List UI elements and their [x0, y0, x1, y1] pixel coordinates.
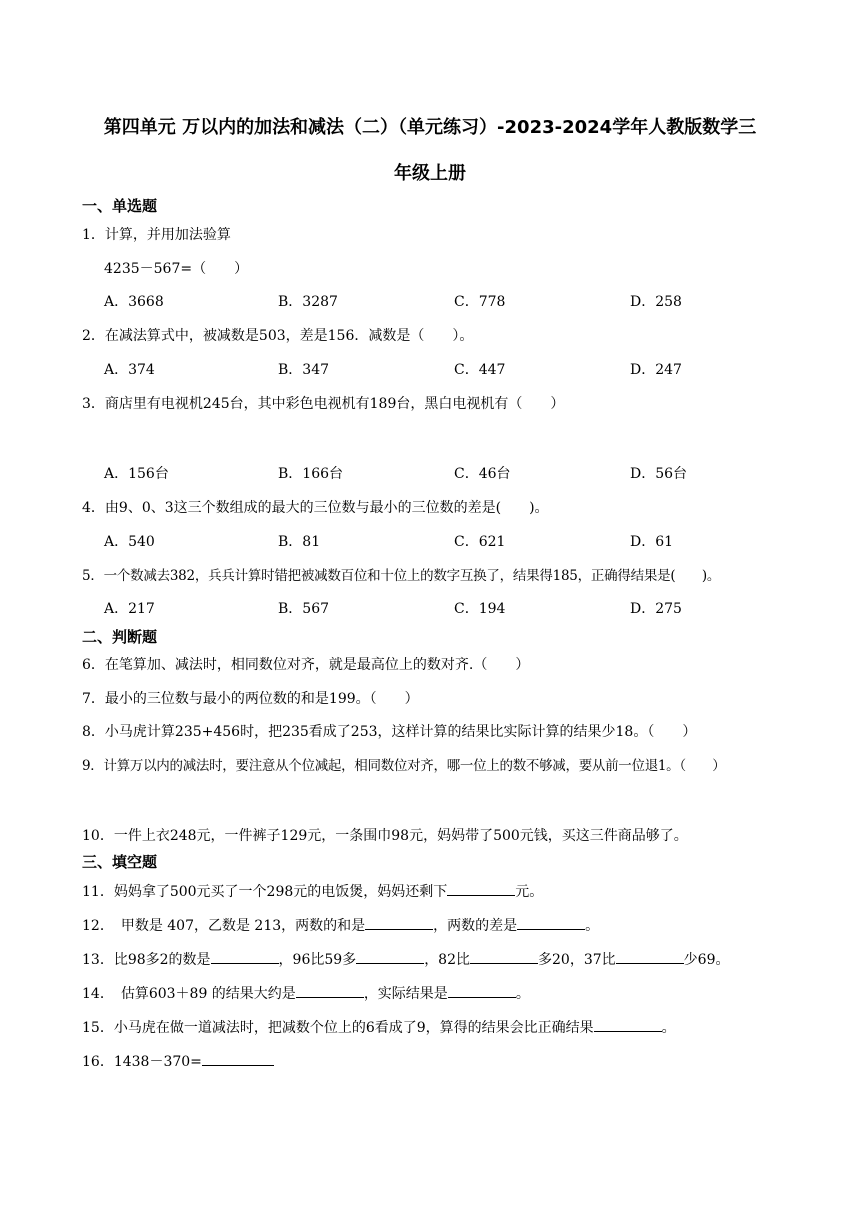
question-15-text-1: 15．小马虎在做一道减法时，把减数个位上的6看成了9，算得的结果会比正确结果 [82, 1020, 594, 1036]
question-12-text-1: 12． 甲数是 407，乙数是 213，两数的和是 [82, 918, 366, 934]
question-12-text-3: 。 [585, 918, 600, 934]
question-11-text: 11．妈妈拿了500元买了一个298元的电饭煲，妈妈还剩下 [82, 884, 448, 900]
question-1-option-d[interactable]: D．258 [630, 294, 682, 310]
question-1-expression: 4235－567=（ ） [104, 261, 249, 277]
question-6: 6．在笔算加、减法时，相同数位对齐，就是最高位上的数对齐.（ ） [82, 657, 530, 673]
question-10: 10．一件上衣248元，一件裤子129元，一条围巾98元，妈妈带了500元钱，买这三件商品够了。 [82, 828, 688, 844]
section-heading-single-choice: 一、单选题 [82, 197, 158, 215]
question-14-text-2: ，实际结果是 [363, 986, 448, 1002]
question-16 [82, 1051, 274, 1072]
question-13-text-2: ，96比59多 [278, 952, 357, 968]
question-15-text-2: 。 [661, 1020, 676, 1036]
question-11-unit: 元。 [515, 884, 544, 900]
question-3-option-c[interactable]: C．46台 [454, 466, 511, 482]
question-13 [82, 949, 729, 970]
question-8: 8．小马虎计算235+456时，把235看成了253，这样计算的结果比实际计算的结果少18。（ ） [82, 724, 697, 740]
question-4-stem: 4．由9、0、3这三个数组成的最大的三位数与最小的三位数的差是( )。 [82, 500, 549, 516]
question-5-option-d[interactable]: D．275 [630, 601, 682, 617]
question-5-option-a[interactable]: A．217 [104, 601, 155, 617]
page-title-line-1: 第四单元 万以内的加法和减法（二）（单元练习）-2023-2024学年人教版数学三 [103, 117, 757, 138]
question-1-option-b[interactable]: B．3287 [278, 294, 338, 310]
question-13-text-1: 13．比98多2的数是 [82, 952, 211, 968]
question-3-option-d[interactable]: D．56台 [630, 466, 688, 482]
question-11 [82, 881, 543, 902]
question-12 [82, 915, 599, 936]
question-5-option-b[interactable]: B．567 [278, 601, 330, 617]
question-1-stem: 1．计算，并用加法验算 [82, 227, 231, 243]
question-4-option-d[interactable]: D．61 [630, 534, 674, 550]
answer-blank[interactable] [296, 983, 364, 998]
section-heading-fill-in: 三、填空题 [82, 853, 158, 871]
question-3-stem: 3．商店里有电视机245台，其中彩色电视机有189台，黑白电视机有（ ） [82, 396, 565, 412]
question-4-option-a[interactable]: A．540 [104, 534, 155, 550]
question-4-option-c[interactable]: C．621 [454, 534, 506, 550]
answer-blank[interactable] [470, 949, 538, 964]
question-9: 9．计算万以内的减法时，要注意从个位减起，相同数位对齐，哪一位上的数不够减，要从前一位退1。（ ） [82, 758, 726, 774]
page-title-line-2: 年级上册 [394, 163, 466, 184]
question-7: 7．最小的三位数与最小的两位数的和是199。（ ） [82, 691, 419, 707]
question-15 [82, 1017, 676, 1038]
answer-blank[interactable] [447, 881, 515, 896]
answer-blank[interactable] [356, 949, 424, 964]
question-4-option-b[interactable]: B．81 [278, 534, 321, 550]
answer-blank[interactable] [616, 949, 684, 964]
question-2-option-b[interactable]: B．347 [278, 362, 330, 378]
question-5-stem: 5．一个数减去382，兵兵计算时错把被减数百位和十位上的数字互换了，结果得185，正确得结果是( )。 [82, 568, 721, 584]
question-2-option-c[interactable]: C．447 [454, 362, 506, 378]
question-13-text-3: ，82比 [424, 952, 471, 968]
answer-blank[interactable] [517, 915, 585, 930]
question-14-text-3: 。 [515, 986, 530, 1002]
question-14 [82, 983, 530, 1004]
question-13-text-5: 少69。 [683, 952, 730, 968]
question-1-option-a[interactable]: A．3668 [104, 294, 164, 310]
answer-blank[interactable] [211, 949, 279, 964]
question-3-option-a[interactable]: A．156台 [104, 466, 169, 482]
question-1-option-c[interactable]: C．778 [454, 294, 506, 310]
answer-blank[interactable] [448, 983, 516, 998]
section-heading-true-false: 二、判断题 [82, 628, 158, 646]
answer-blank[interactable] [594, 1017, 662, 1032]
question-14-text-1: 14． 估算603＋89 的结果大约是 [82, 986, 296, 1002]
answer-blank[interactable] [365, 915, 433, 930]
question-5-option-c[interactable]: C．194 [454, 601, 506, 617]
question-12-text-2: ，两数的差是 [433, 918, 518, 934]
question-13-text-4: 多20，37比 [538, 952, 616, 968]
question-3-option-b[interactable]: B．166台 [278, 466, 344, 482]
question-2-option-d[interactable]: D．247 [630, 362, 682, 378]
answer-blank[interactable] [202, 1051, 274, 1066]
question-2-stem: 2．在减法算式中，被减数是503，差是156．减数是（ ）。 [82, 328, 474, 344]
question-2-option-a[interactable]: A．374 [104, 362, 155, 378]
question-16-text: 16．1438－370= [82, 1054, 202, 1070]
